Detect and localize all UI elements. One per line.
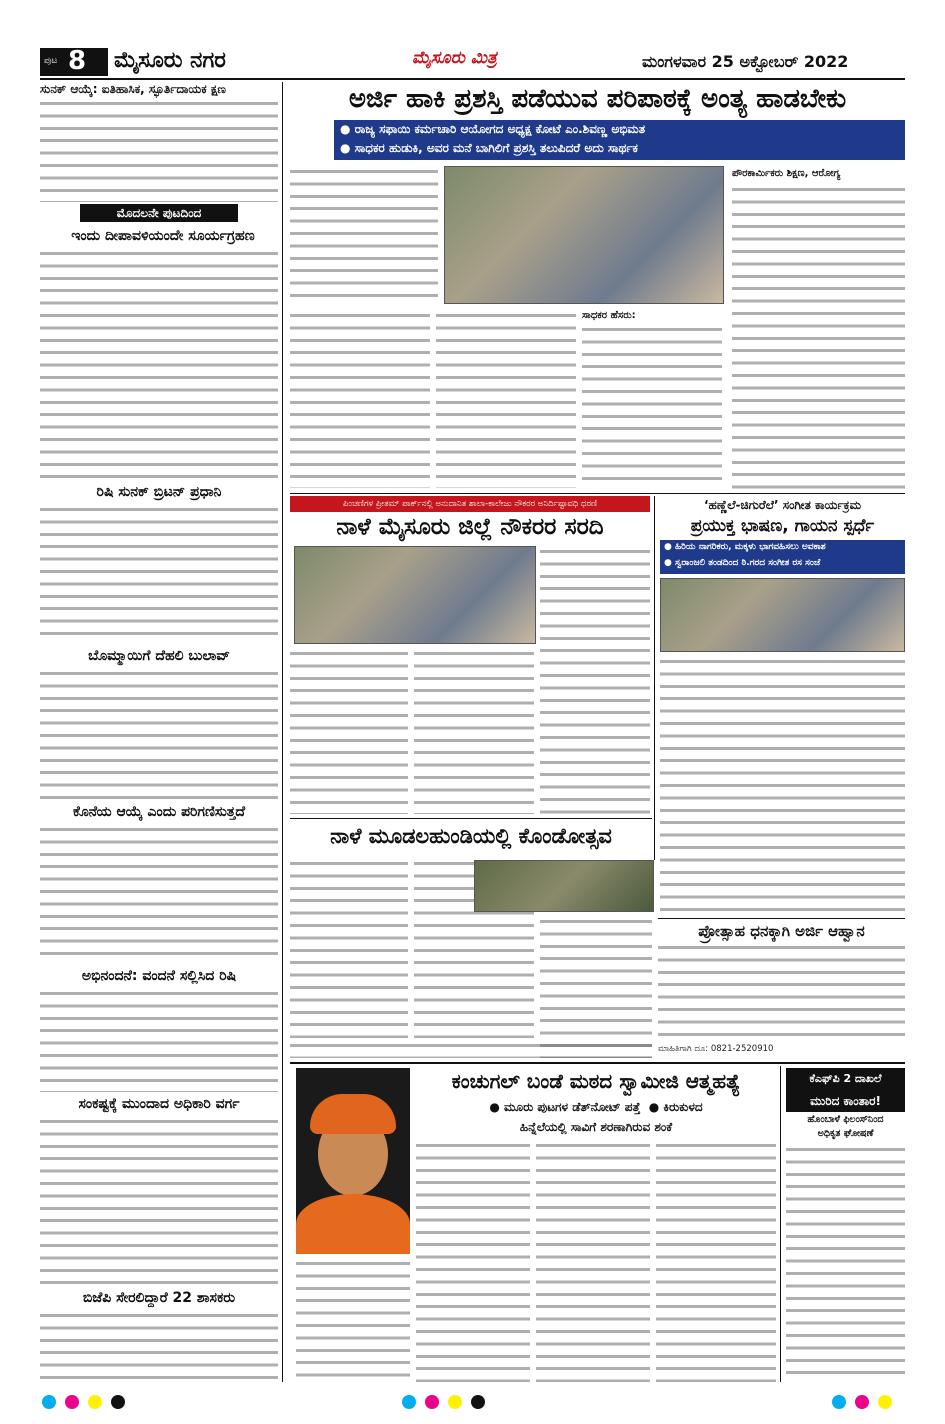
swamiji-sub-line1: ● ಮೂರು ಪುಟಗಳ ಡೆತ್‌ನೋಟ್ ಪತ್ತೆ ● ಕಿರುಕುಳದ [489, 1100, 703, 1114]
lead-sub2: ● ಸಾಧಕರ ಹುಡುಕಿ, ಅವರ ಮನೆ ಬಾಗಿಲಿಗೆ ಪ್ರಶಸ್ತಿ ತಲುಪಿದರೆ ಅದು ಸಾರ್ಥಕ [340, 141, 638, 155]
jobs-photo [294, 546, 536, 644]
kfp-body [786, 1144, 905, 1382]
fest-top-rule [290, 818, 652, 819]
story-delhi-head: ಬೊಮ್ಮಾಯಿಗೆ ದೆಹಲಿ ಬುಲಾವ್ [88, 648, 230, 664]
lead-inline-subhead: ಸಾಧಕರ ಹೆಸರು: [582, 310, 636, 321]
story-officials-body [40, 1116, 278, 1286]
swamiji-headline: ಕಂಚುಗಲ್ ಬಂಡೆ ಮಠದ ಸ್ವಾಮೀಜಿ ಆತ್ಮಹತ್ಯೆ [451, 1069, 741, 1093]
music-photo [660, 578, 905, 652]
kfp-headline2: ಮುರಿದ ಕಾಂತಾರ! [786, 1090, 905, 1112]
jobs-body-right [540, 546, 650, 814]
music-sub2: ● ಸ್ವರಾಂಜಲಿ ತಂಡದಿಂದ ಠಿ.ಗರದ ಸಂಗೀತ ರಸ ಸಂಜೆ [664, 558, 821, 568]
story-last-choice-body [40, 824, 278, 964]
lead-headline: ಅರ್ಜಿ ಹಾಕಿ ಪ್ರಶಸ್ತಿ ಪಡೆಯುವ ಪರಿಪಾಠಕ್ಕೆ ಅಂತ್ಯ ಹಾಡಬೇಕು [348, 84, 847, 114]
story-congrats-body [40, 988, 278, 1092]
music-sub2-text: ಸ್ವರಾಂಜಲಿ ತಂಡದಿಂದ ಠಿ.ಗರದ ಸಂಗೀತ ರಸ ಸಂಜೆ [675, 558, 821, 568]
fest-photo [474, 860, 654, 912]
story-eclipse-body [40, 248, 278, 480]
music-body [660, 656, 905, 916]
lead-body-col2 [436, 310, 576, 488]
jobs-body-col2 [414, 648, 534, 814]
kfp-sub1: ಹೊಂಬಾಳೆ ಫಿಲಂಸ್‌ನಿಂದ [807, 1114, 884, 1125]
story-pm-body [40, 504, 278, 644]
kfp-divider [780, 1066, 781, 1382]
lead-side-head: ಪೌರಕಾರ್ಮಿಕರು ಶಿಕ್ಷಣ, ಆರೋಗ್ಯ [732, 168, 841, 179]
swamiji-body-col1 [296, 1258, 410, 1382]
left-column-divider [282, 82, 283, 1382]
lead-sub2-text: ಸಾಧಕರ ಹುಡುಕಿ, ಅವರ ಮನೆ ಬಾಗಿಲಿಗೆ ಪ್ರಶಸ್ತಿ ತಲುಪಿದರೆ ಅದು ಸಾರ್ಥಕ [354, 141, 638, 155]
reg-dot-yellow-2 [448, 1395, 462, 1409]
footer-color-bar-left [40, 1394, 190, 1410]
swamiji-body-col2 [416, 1140, 530, 1382]
story-sunak-body [40, 98, 278, 202]
page-number-box [40, 48, 108, 76]
reg-dot-yellow-3 [878, 1395, 892, 1409]
story-congrats-head: ಅಭಿನಂದನೆ: ವಂದನೆ ಸಲ್ಲಿಸಿದ ರಿಷಿ [81, 968, 237, 984]
music-subhead-bar [660, 540, 905, 574]
fest-headline: ನಾಳೆ ಮೂಡಲಹುಂಡಿಯಲ್ಲಿ ಕೊಂಡೋತ್ಸವ [330, 824, 612, 848]
page-label: ಪುಟ [44, 56, 58, 66]
fest-body-left1 [290, 858, 408, 1038]
lead-subhead-bar [334, 120, 905, 160]
footer-color-bar-right [830, 1394, 920, 1410]
jobs-body-col1 [290, 648, 408, 814]
kfp-sub2: ಅಧಿಕೃತ ಘೋಷಣೆ [817, 1128, 874, 1139]
fest-body-right [540, 916, 652, 1058]
swamiji-sub-a: ಮೂರು ಪುಟಗಳ ಡೆತ್‌ನೋಟ್ ಪತ್ತೆ [504, 1100, 641, 1114]
jobs-divider [654, 496, 655, 860]
swamiji-robe [296, 1194, 410, 1254]
jobs-kicker-text: ಪಿಂಚಣಿಗಳ ಪ್ರೀತಮ್ ಪಾರ್ಕ್‌ನಲ್ಲಿ ಅನುದಾನಿತ ಶಾಲಾ-ಕಾಲೇಜು ನೌಕರರ ಅನಿರ್ದಿಷ್ಟಾವಧಿ ಧರಣಿ [342, 499, 598, 509]
music-kicker: ‘ಹಣ್ಣೆಲೆ-ಚಿಗುರೆಲೆ’ ಸಂಗೀತ ಕಾರ್ಯಕ್ರಮ [704, 498, 861, 512]
paper-logo: ಮೈಸೂರು ಮಿತ್ರ [412, 48, 497, 68]
kfp-headline1: ಕೆಎಫ್‌ಪಿ 2 ದಾಖಲೆ [786, 1068, 905, 1090]
lead-award-photo [444, 166, 724, 304]
story-delhi-body [40, 668, 278, 800]
scholarship-top-rule [658, 918, 905, 919]
reg-dot-black [111, 1395, 125, 1409]
lead-sub1-text: ರಾಜ್ಯ ಸಫಾಯಿ ಕರ್ಮಚಾರಿ ಆಯೋಗದ ಅಧ್ಯಕ್ಷ ಕೋಟೆ ಎಂ.ಶಿವಣ್ಣ ಅಭಿಮತ [354, 122, 646, 136]
swamiji-portrait [296, 1068, 410, 1254]
lead-body-col3 [582, 324, 722, 488]
page-number: 8 [68, 46, 87, 76]
story-mla-head: ಬಿಜೆಪಿ ಸೇರಲಿದ್ದಾರೆ 22 ಶಾಸಕರು [82, 1290, 236, 1306]
swamiji-body-col3 [536, 1140, 650, 1382]
lead-sub1: ● ರಾಜ್ಯ ಸಫಾಯಿ ಕರ್ಮಚಾರಿ ಆಯೋಗದ ಅಧ್ಯಕ್ಷ ಕೋಟೆ ಎಂ.ಶಿವಣ್ಣ ಅಭಿಮತ [340, 122, 646, 136]
reg-dot-magenta [65, 1395, 79, 1409]
story-last-choice-head: ಕೊನೆಯ ಆಯ್ಕೆ ಎಂದು ಪರಿಗಣಿಸುತ್ತದೆ [72, 804, 246, 820]
lead-intro-body [290, 166, 438, 306]
left-column [40, 82, 278, 1382]
scholarship-headline: ಪ್ರೋತ್ಸಾಹ ಧನಕ್ಕಾಗಿ ಅರ್ಜಿ ಆಹ್ವಾನ [698, 922, 865, 940]
lead-side-body [732, 184, 905, 490]
scholarship-body [658, 942, 905, 1042]
lower-section-rule [290, 1062, 905, 1064]
story-pm-head: ರಿಷಿ ಸುನಕ್ ಬ್ರಿಟನ್ ಪ್ರಧಾನಿ [96, 484, 222, 500]
swamiji-body-col4 [656, 1140, 776, 1382]
section-name: ಮೈಸೂರು ನಗರ [114, 48, 226, 73]
issue-date: ಮಂಗಳವಾರ 25 ಅಕ್ಟೋಬರ್ 2022 [642, 52, 849, 71]
footer-color-bar-center [400, 1394, 550, 1410]
lead-bottom-rule [290, 493, 905, 494]
swamiji-sub-c: ಹಿನ್ನೆಲೆಯಲ್ಲಿ ಸಾವಿಗೆ ಶರಣಾಗಿರುವ ಶಂಕೆ [519, 1120, 673, 1134]
story-mla-body [40, 1310, 278, 1382]
jobs-headline: ನಾಳೆ ಮೈಸೂರು ಜಿಲ್ಲೆ ನೌಕರರ ಸರದಿ [336, 514, 604, 540]
reg-dot-yellow [88, 1395, 102, 1409]
reg-dot-cyan-3 [832, 1395, 846, 1409]
story-sunak-head: ಸುನಕ್ ಆಯ್ಕೆ: ಐತಿಹಾಸಿಕ, ಸ್ಫೂರ್ತಿದಾಯಕ ಕ್ಷಣ [40, 82, 226, 96]
fest-body-lower [290, 1040, 652, 1058]
swamiji-sub-b: ಕಿರುಕುಳದ [663, 1100, 703, 1114]
swamiji-headwrap [310, 1094, 396, 1134]
music-sub1: ● ಹಿರಿಯ ನಾಗರಿಕರು, ಮಕ್ಕಳು ಭಾಗವಹಿಸಲು ಅವಕಾಶ [664, 542, 826, 552]
story-officials-head: ಸಂಕಷ್ಟಕ್ಕೆ ಮುಂದಾದ ಅಧಿಕಾರಿ ವರ್ಗ [78, 1096, 240, 1112]
section-tag: ಮೊದಲನೇ ಪುಟದಿಂದ [80, 204, 238, 222]
story-eclipse-head: ಇಂದು ದೀಪಾವಳಿಯಂದೇ ಸೂರ್ಯಗ್ರಹಣ [71, 228, 255, 244]
reg-dot-magenta-3 [855, 1395, 869, 1409]
music-sub1-text: ಹಿರಿಯ ನಾಗರಿಕರು, ಮಕ್ಕಳು ಭಾಗವಹಿಸಲು ಅವಕಾಶ [675, 542, 826, 552]
masthead [0, 0, 945, 80]
lead-body-col1 [290, 310, 430, 488]
reg-dot-black-2 [471, 1395, 485, 1409]
reg-dot-magenta-2 [425, 1395, 439, 1409]
scholarship-contact: ಮಾಹಿತಿಗಾಗಿ ದೂ: 0821-2520910 [658, 1044, 774, 1054]
reg-dot-cyan-2 [402, 1395, 416, 1409]
music-headline: ಪ್ರಯುಕ್ತ ಭಾಷಣ, ಗಾಯನ ಸ್ಪರ್ಧೆ [690, 516, 875, 536]
reg-dot-cyan [42, 1395, 56, 1409]
